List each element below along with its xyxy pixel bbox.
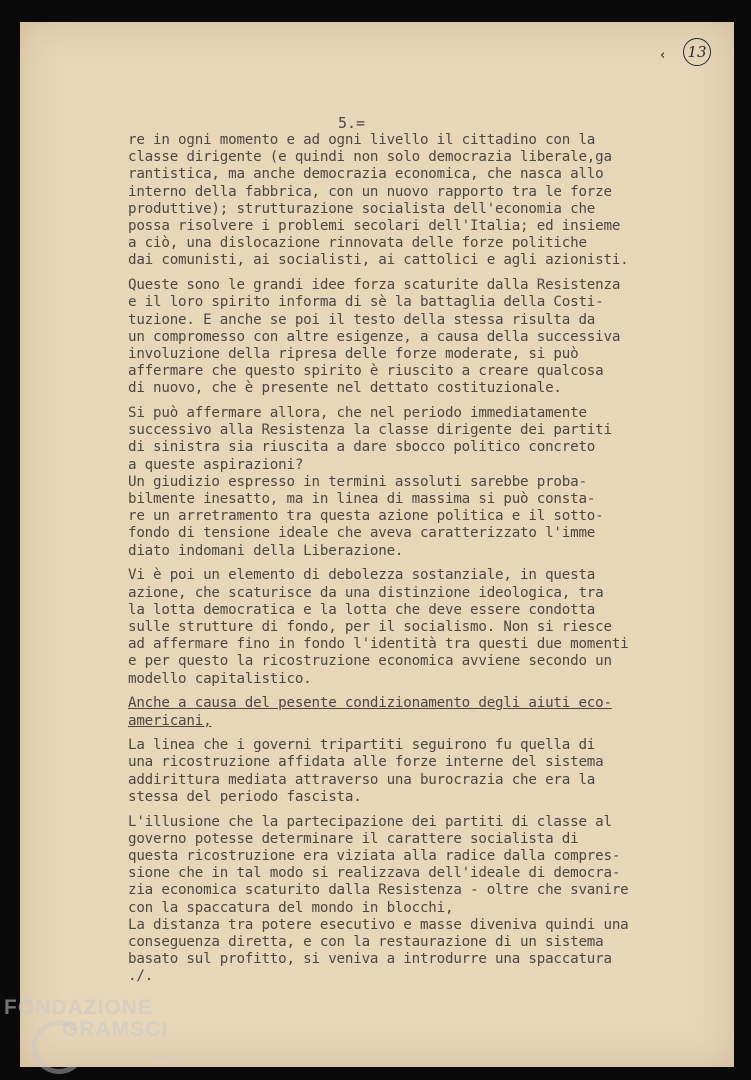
paragraph	[128, 737, 688, 806]
text-line: la lotta democratica e la lotta che deve essere condotta	[128, 601, 596, 618]
text-line: una ricostruzione affidata alle forze interne del sistema	[128, 754, 604, 771]
text-line: L'illusione che la partecipazione dei partiti di classe al	[128, 813, 612, 830]
text-line: rantistica, ma anche democrazia economica, che nasca allo	[128, 166, 604, 183]
corner-mark: ‹	[660, 48, 666, 63]
watermark-g-mark	[32, 1020, 86, 1074]
text-line: re in ogni momento e ad ogni livello il cittadino con la	[128, 132, 596, 148]
text-line: americani,	[128, 712, 212, 729]
text-line: Si può affermare allora, che nel periodo immediatamente	[128, 405, 587, 422]
body-text	[128, 132, 688, 993]
text-line: La distanza tra potere esecutivo e masse diveniva quindi una	[128, 916, 629, 933]
paragraph	[128, 567, 688, 687]
watermark-logo	[4, 996, 174, 1064]
text-line: di sinistra sia riuscita a dare sbocco politico concreto	[128, 439, 596, 456]
paragraph	[128, 405, 688, 560]
text-line: basato sul profitto, si veniva a introdurre una spaccatura	[128, 951, 612, 968]
text-line: Un giudizio espresso in termini assoluti sarebbe proba-	[128, 473, 587, 490]
text-line: a queste aspirazioni?	[128, 456, 304, 473]
text-line: sione che in tal modo si realizzava dell'ideale di democra-	[128, 865, 621, 882]
text-line: re un arretramento tra questa azione politica e il sotto-	[128, 508, 604, 525]
text-line: questa ricostruzione era viziata alla radice dalla compres-	[128, 847, 621, 864]
text-line: governo potesse determinare il carattere socialista di	[128, 830, 579, 847]
text-line: stessa del periodo fascista.	[128, 788, 362, 805]
page-stamp-number: 13	[687, 43, 707, 61]
watermark-line1: FONDAZIONE	[4, 996, 153, 1019]
text-line: e il loro spirito informa di sè la battaglia della Costi-	[128, 294, 604, 311]
text-line: a ciò, una dislocazione rinnovata delle forze politiche	[128, 235, 587, 252]
text-line: classe dirigente (e quindi non solo democrazia liberale,ga	[128, 149, 612, 166]
text-line: produttive); strutturazione socialista dell'economia che	[128, 200, 596, 217]
text-line: fondo di tensione ideale che aveva caratterizzato l'imme	[128, 525, 596, 542]
paragraph	[128, 132, 688, 270]
text-line: ./.	[128, 968, 154, 985]
page-stamp	[683, 38, 711, 66]
text-line: possa risolvere i problemi secolari dell'Italia; ed insieme	[128, 218, 621, 235]
text-line: sulle strutture di fondo, per il socialismo. Non si riesce	[128, 618, 612, 635]
text-line: tuzione. E anche se poi il testo della stessa risulta da	[128, 311, 596, 328]
text-line: affermare che questo spirito è riuscito a creare qualcosa	[128, 363, 604, 380]
text-line: conseguenza diretta, e con la restaurazione di un sistema	[128, 933, 604, 950]
text-line: dai comunisti, ai socialisti, ai cattolici e agli azionisti.	[128, 252, 629, 269]
text-line: Vi è poi un elemento di debolezza sostanziale, in questa	[128, 567, 596, 584]
watermark-line3: onlus	[152, 1054, 174, 1064]
text-line: addirittura mediata attraverso una burocrazia che era la	[128, 771, 596, 788]
paragraph	[128, 277, 688, 397]
section-heading	[128, 695, 688, 729]
text-line: e per questo la ricostruzione economica avviene secondo un	[128, 653, 612, 670]
text-line: un compromesso con altre esigenze, a causa della successiva	[128, 328, 621, 345]
text-line: Anche a causa del pesente condizionamento degli aiuti eco-	[128, 695, 612, 712]
text-line: zia economica scaturito dalla Resistenza - oltre che svanire	[128, 882, 629, 899]
text-line: ad affermare fino in fondo l'identità tra questi due momenti	[128, 636, 629, 653]
text-line: Queste sono le grandi idee forza scaturite dalla Resistenza	[128, 277, 621, 294]
text-line: di nuovo, che è presente nel dettato costituzionale.	[128, 380, 562, 397]
text-line: modello capitalistico.	[128, 670, 312, 687]
text-line: involuzione della ripresa delle forze moderate, si può	[128, 345, 579, 362]
text-line: successivo alla Resistenza la classe dirigente dei partiti	[128, 422, 612, 439]
text-line: La linea che i governi tripartiti seguirono fu quella di	[128, 737, 596, 754]
document-page	[20, 22, 734, 1067]
page-number: 5.=	[338, 114, 366, 132]
text-line: interno della fabbrica, con un nuovo rapporto tra le forze	[128, 183, 612, 200]
text-line: con la spaccatura del mondo in blocchi,	[128, 899, 454, 916]
paragraph	[128, 814, 688, 986]
watermark-line2: GRAMSCI	[62, 1018, 169, 1041]
text-line: azione, che scaturisce da una distinzione ideologica, tra	[128, 584, 604, 601]
text-line: bilmente inesatto, ma in linea di massima si può consta-	[128, 491, 596, 508]
text-line: diato indomani della Liberazione.	[128, 542, 404, 559]
